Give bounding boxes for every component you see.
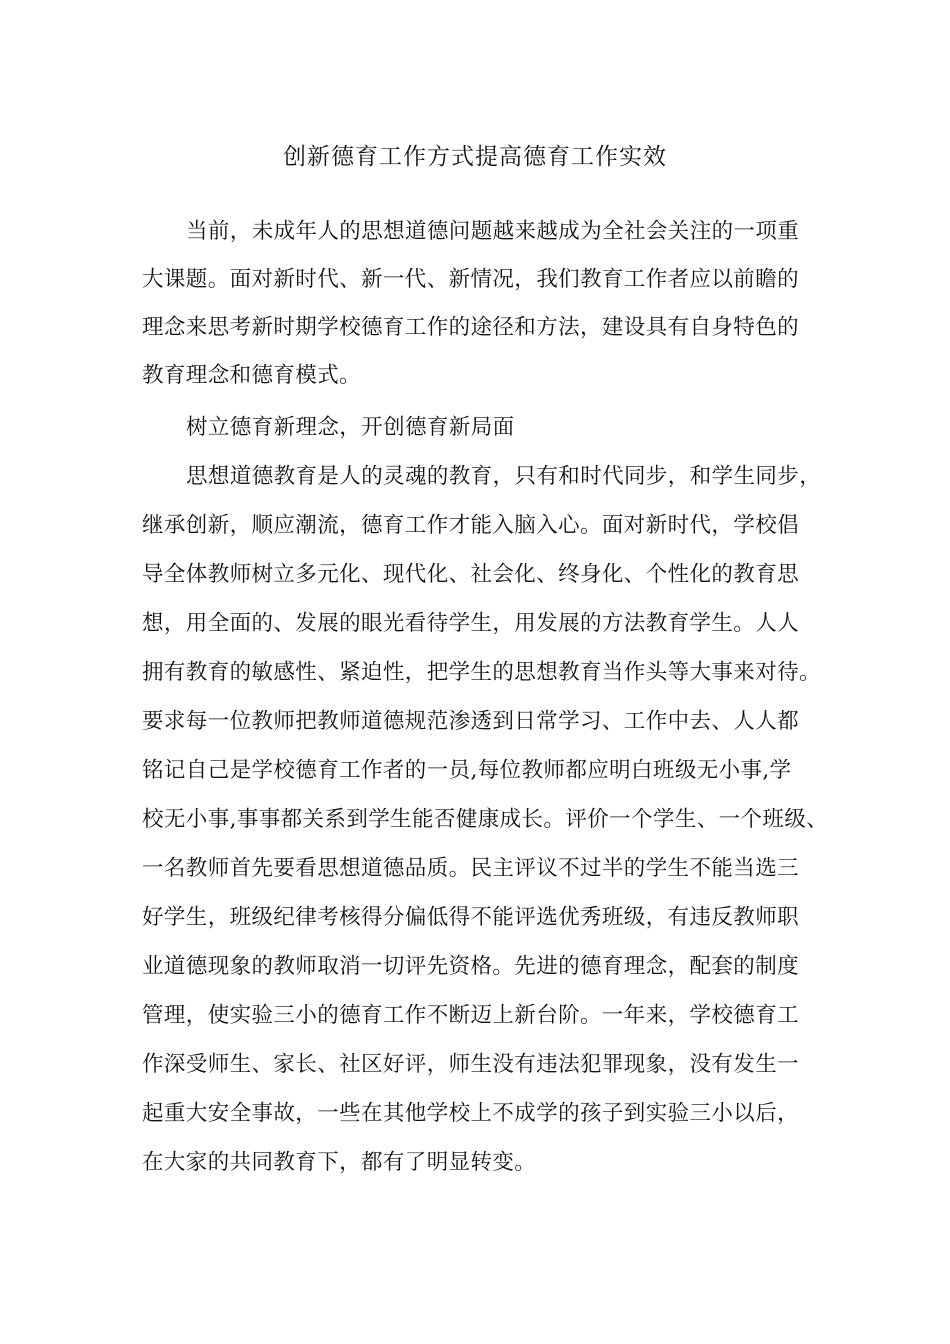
paragraph-line: 想，用全面的、发展的眼光看待学生，用发展的方法教育学生。人人 — [142, 611, 800, 636]
paragraph-line: 业道德现象的教师取消一切评先资格。先进的德育理念，配套的制度 — [142, 954, 800, 979]
paragraph-line: 好学生，班级纪律考核得分偏低得不能评选优秀班级，有违反教师职 — [142, 905, 800, 930]
paragraph-line: 铭记自己是学校德育工作者的一员,每位教师都应明白班级无小事,学 — [142, 758, 792, 783]
paragraph-line: 理念来思考新时期学校德育工作的途径和方法，建设具有自身特色的 — [142, 315, 800, 340]
paragraph-line: 一名教师首先要看思想道德品质。民主评议不过半的学生不能当选三 — [142, 856, 800, 881]
paragraph-line: 当前，未成年人的思想道德问题越来越成为全社会关注的一项重 — [186, 219, 800, 244]
paragraph-line: 作深受师生、家长、社区好评，师生没有违法犯罪现象，没有发生一 — [142, 1052, 800, 1077]
paragraph-line: 继承创新，顺应潮流，德育工作才能入脑入心。面对新时代，学校倡 — [142, 513, 800, 538]
document-title: 创新德育工作方式提高德育工作实效 — [283, 144, 667, 170]
paragraph-line: 起重大安全事故，一些在其他学校上不成学的孩子到实验三小以后， — [142, 1101, 800, 1126]
paragraph-line: 教育理念和德育模式。 — [142, 363, 362, 388]
paragraph-line: 大课题。面对新时代、新一代、新情况，我们教育工作者应以前瞻的 — [142, 267, 800, 292]
paragraph-line: 要求每一位教师把教师道德规范渗透到日常学习、工作中去、人人都 — [142, 709, 800, 734]
paragraph-line: 管理，使实验三小的德育工作不断迈上新台阶。一年来，学校德育工 — [142, 1003, 800, 1028]
paragraph-line: 拥有教育的敏感性、紧迫性，把学生的思想教育当作头等大事来对待。 — [142, 660, 821, 685]
paragraph-line: 导全体教师树立多元化、现代化、社会化、终身化、个性化的教育思 — [142, 562, 800, 587]
paragraph-line: 校无小事,事事都关系到学生能否健康成长。评价一个学生、一个班级、 — [142, 807, 829, 832]
section-heading: 树立德育新理念，开创德育新局面 — [186, 415, 515, 440]
paragraph-line: 在大家的共同教育下，都有了明显转变。 — [142, 1150, 537, 1175]
paragraph-line: 思想道德教育是人的灵魂的教育，只有和时代同步，和学生同步， — [186, 464, 822, 489]
